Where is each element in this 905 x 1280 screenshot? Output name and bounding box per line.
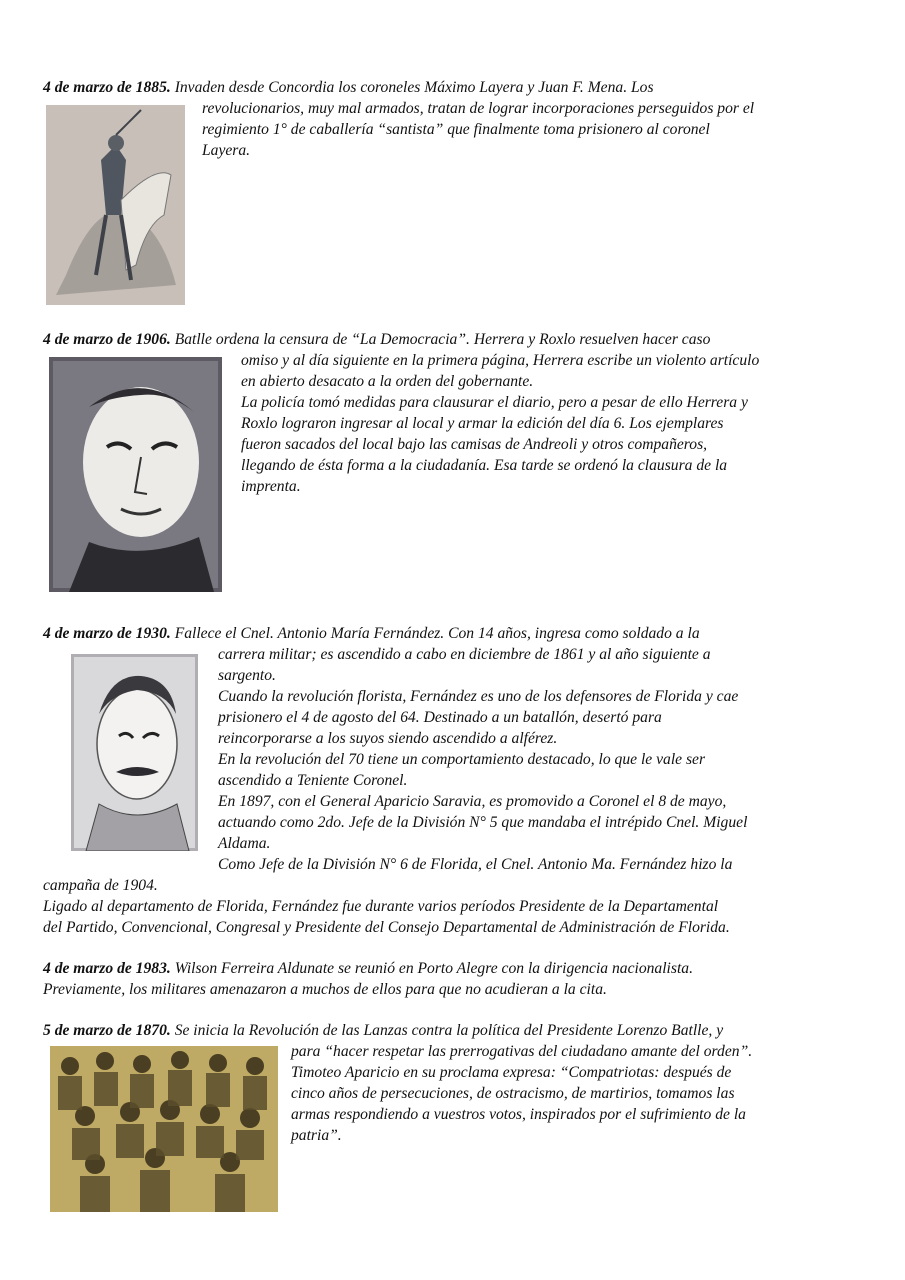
entry-text: Cuando la revolución florista, Fernández es uno de los defensores de Florida y cae xyxy=(218,688,739,705)
entry-text: Se inicia la Revolución de las Lanzas contra la política del Presidente Lorenzo Batlle, y xyxy=(174,1022,724,1039)
entry-text: regimiento 1° de caballería “santista” que finalmente toma prisionero al coronel xyxy=(202,121,710,138)
revolutionaries-group-photo xyxy=(50,1046,278,1212)
entry-text: ascendido a Teniente Coronel. xyxy=(218,772,408,789)
entry-date: 4 de marzo de 1983. xyxy=(43,960,171,977)
entry-text: En la revolución del 70 tiene un comportamiento destacado, lo que le vale ser xyxy=(218,751,706,768)
entry-text: Layera. xyxy=(202,142,251,159)
entry-text: del Partido, Convencional, Congresal y Presidente del Consejo Departamental de Administración de Florida. xyxy=(43,919,730,936)
entry-text: campaña de 1904. xyxy=(43,877,158,894)
entry-text: Previamente, los militares amenazaron a muchos de ellos para que no acudieran a la cita. xyxy=(43,981,607,998)
entry-text: actuando como 2do. Jefe de la División N° 5 que mandaba el intrépido Cnel. Miguel xyxy=(218,814,748,831)
entry-text: imprenta. xyxy=(241,478,301,495)
entry-text: en abierto desacato a la orden del gobernante. xyxy=(241,373,534,390)
entry-text: cinco años de persecuciones, de ostracismo, de martirios, tomamos las xyxy=(291,1085,735,1102)
entry-text: prisionero el 4 de agosto del 64. Destinado a un batallón, desertó para xyxy=(218,709,662,726)
entry-text: omiso y al día siguiente en la primera página, Herrera escribe un violento artículo xyxy=(241,352,760,369)
entry-date: 4 de marzo de 1885. xyxy=(43,79,171,96)
entry-text: Timoteo Aparicio en su proclama expresa: “Compatriotas: después de xyxy=(291,1064,732,1081)
entry-text: Batlle ordena la censura de “La Democracia”. Herrera y Roxlo resuelven hacer caso xyxy=(174,331,711,348)
entry-text: reincorporarse a los suyos siendo ascendido a alférez. xyxy=(218,730,558,747)
fernandez-portrait-illustration xyxy=(71,654,198,851)
entry-text: llegando de ésta forma a la ciudadanía. Esa tarde se ordenó la clausura de la xyxy=(241,457,728,474)
entry-text: carrera militar; es ascendido a cabo en diciembre de 1861 y al año siguiente a xyxy=(218,646,711,663)
entry-text: Como Jefe de la División N° 6 de Florida, el Cnel. Antonio Ma. Fernández hizo la xyxy=(218,856,733,873)
entry-text: fueron sacados del local bajo las camisas de Andreoli y otros compañeros, xyxy=(241,436,708,453)
entry-text: Wilson Ferreira Aldunate se reunió en Porto Alegre con la dirigencia nacionalista. xyxy=(174,960,693,977)
entry-text: Invaden desde Concordia los coroneles Máximo Layera y Juan F. Mena. Los xyxy=(174,79,654,96)
entry-text: Aldama. xyxy=(218,835,271,852)
entry-text: armas respondiendo a vuestros votos, inspirados por el sufrimiento de la xyxy=(291,1106,746,1123)
herrera-portrait-illustration xyxy=(49,357,222,592)
entry-text: Ligado al departamento de Florida, Fernández fue durante varios períodos Presidente de la Departamental xyxy=(43,898,719,915)
entry-text: La policía tomó medidas para clausurar el diario, pero a pesar de ello Herrera y xyxy=(241,394,748,411)
entry-text: para “hacer respetar las prerrogativas del ciudadano amante del orden”. xyxy=(291,1043,753,1060)
entry-text: Roxlo lograron ingresar al local y armar la edición del día 6. Los ejemplares xyxy=(241,415,724,432)
entry-date: 4 de marzo de 1906. xyxy=(43,331,171,348)
entry-text: sargento. xyxy=(218,667,276,684)
entry-text: patria”. xyxy=(291,1127,342,1144)
entry-text: Fallece el Cnel. Antonio María Fernández. Con 14 años, ingresa como soldado a la xyxy=(174,625,700,642)
cavalry-rider-illustration xyxy=(46,105,185,305)
entry-text: revolucionarios, muy mal armados, tratan de lograr incorporaciones perseguidos por el xyxy=(202,100,755,117)
entry-date: 5 de marzo de 1870. xyxy=(43,1022,171,1039)
entry-date: 4 de marzo de 1930. xyxy=(43,625,171,642)
entry-text: En 1897, con el General Aparicio Saravia, es promovido a Coronel el 8 de mayo, xyxy=(218,793,727,810)
